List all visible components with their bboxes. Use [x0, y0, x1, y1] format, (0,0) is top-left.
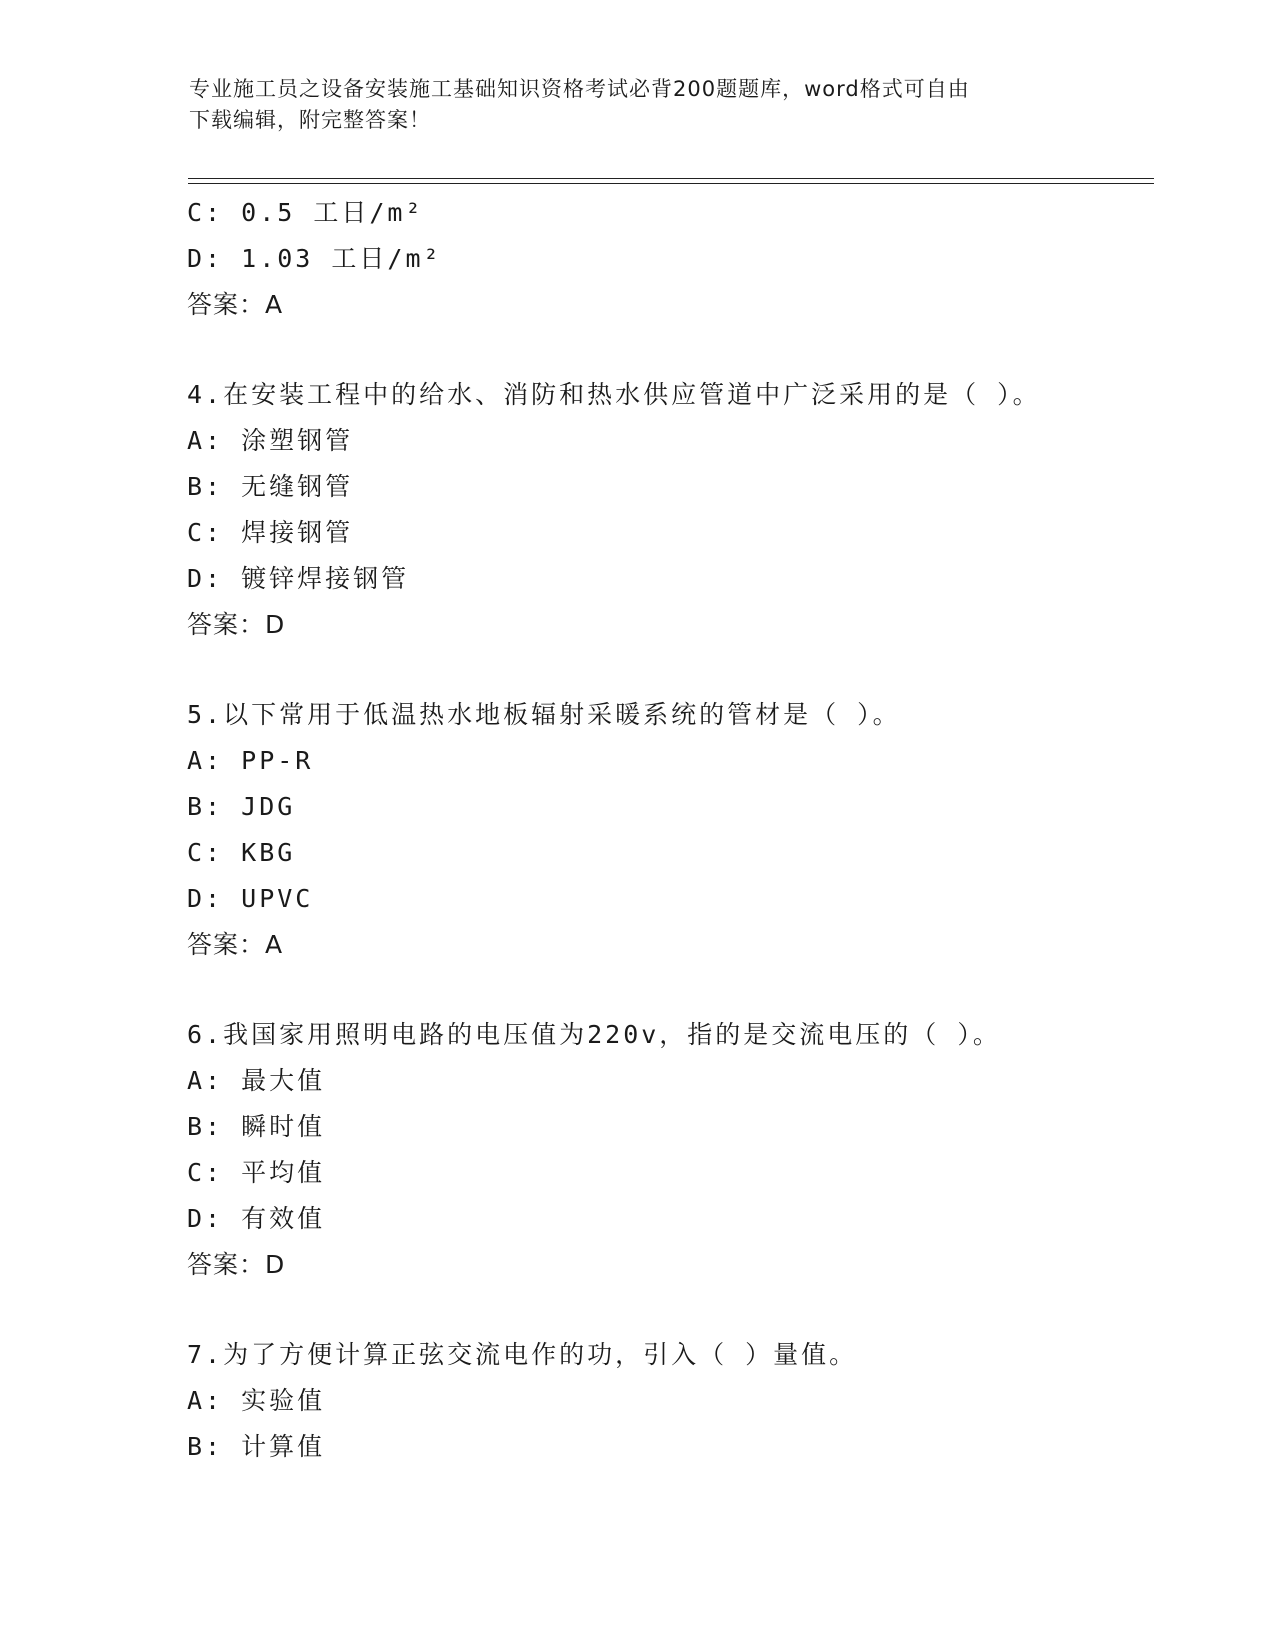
- header-divider-top: [188, 178, 1154, 179]
- spacer: [187, 968, 1147, 1012]
- question-4: [187, 372, 1147, 648]
- question-7: [187, 1332, 1147, 1470]
- partial-question-3: [187, 190, 1147, 328]
- option-d: D: 有效值: [187, 1204, 326, 1233]
- option-a: A: PP-R: [187, 746, 314, 775]
- spacer: [187, 1288, 1147, 1332]
- header-line-2: 下载编辑，附完整答案！: [189, 108, 431, 132]
- answer-line: 答案：A: [187, 930, 284, 959]
- option-d: D: 1.03 工日/m²: [187, 244, 442, 273]
- answer-line: 答案：A: [187, 290, 284, 319]
- answer-line: 答案：D: [187, 610, 286, 639]
- question-5: [187, 692, 1147, 968]
- option-a: A: 涂塑钢管: [187, 426, 354, 455]
- question-6: [187, 1012, 1147, 1288]
- document-header: [189, 74, 1089, 136]
- header-line-1: 专业施工员之设备安装施工基础知识资格考试必背200题题库，word格式可自由: [189, 77, 970, 101]
- option-d: D: UPVC: [187, 884, 314, 913]
- question-text: 6.我国家用照明电路的电压值为220v，指的是交流电压的（ ）。: [187, 1020, 1001, 1049]
- question-list: [187, 190, 1147, 1470]
- option-b: B: 计算值: [187, 1432, 326, 1461]
- option-a: A: 最大值: [187, 1066, 326, 1095]
- spacer: [187, 328, 1147, 372]
- option-b: B: JDG: [187, 792, 296, 821]
- header-divider-bottom: [188, 183, 1154, 184]
- option-c: C: 0.5 工日/m²: [187, 198, 424, 227]
- answer-line: 答案：D: [187, 1250, 286, 1279]
- option-c: C: 平均值: [187, 1158, 326, 1187]
- option-a: A: 实验值: [187, 1386, 326, 1415]
- spacer: [187, 648, 1147, 692]
- question-text: 7.为了方便计算正弦交流电作的功，引入（ ）量值。: [187, 1340, 858, 1369]
- option-c: C: KBG: [187, 838, 296, 867]
- question-text: 4.在安装工程中的给水、消防和热水供应管道中广泛采用的是（ ）。: [187, 380, 1041, 409]
- option-d: D: 镀锌焊接钢管: [187, 564, 410, 593]
- option-b: B: 无缝钢管: [187, 472, 354, 501]
- option-c: C: 焊接钢管: [187, 518, 354, 547]
- question-text: 5.以下常用于低温热水地板辐射采暖系统的管材是（ ）。: [187, 700, 901, 729]
- option-b: B: 瞬时值: [187, 1112, 326, 1141]
